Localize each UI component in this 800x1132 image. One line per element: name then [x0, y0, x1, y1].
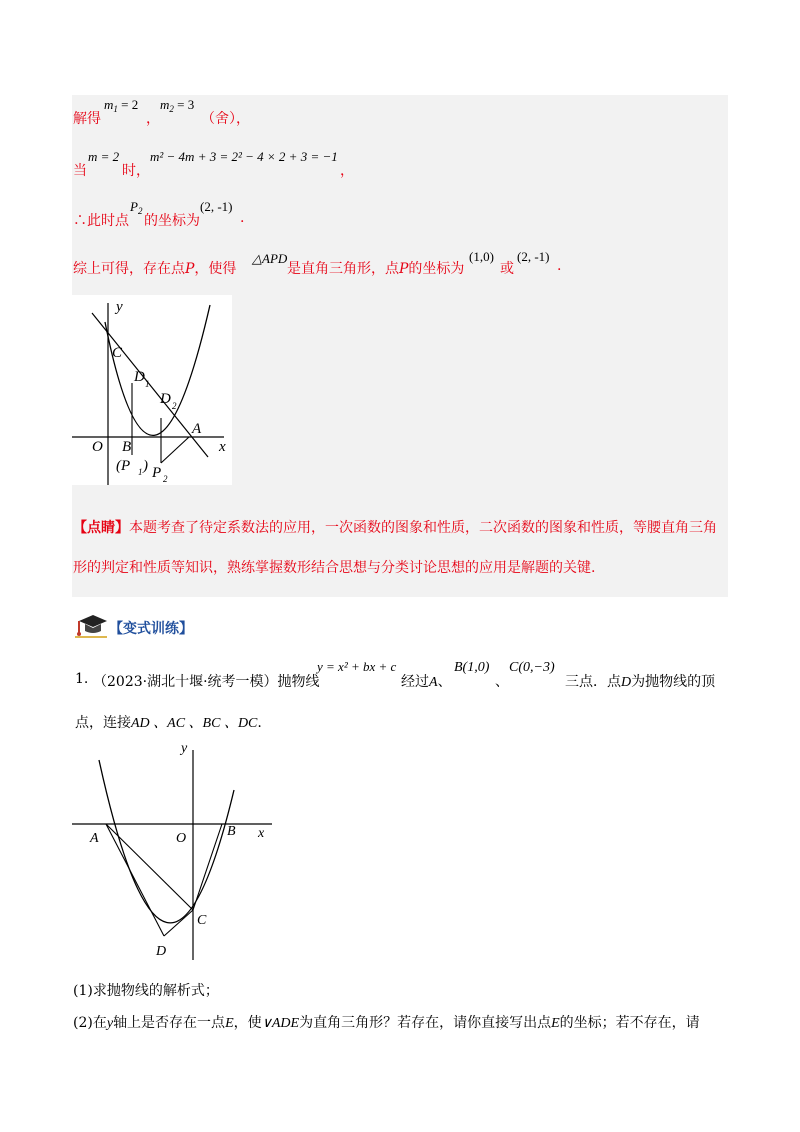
tip-line-2: 形的判定和性质等知识，熟练掌握数形结合思想与分类讨论思想的应用是解题的关键. — [73, 560, 596, 576]
label-d2: D — [160, 391, 171, 407]
comma: ， — [340, 163, 354, 179]
label-y: y — [181, 741, 188, 756]
coord-1: (1,0) — [469, 249, 494, 264]
parabola-curve — [99, 760, 234, 923]
label-o: O — [176, 831, 187, 846]
solution-conclusion: 综上可得，存在点P，使得 — [73, 261, 237, 277]
label-b: B — [122, 439, 132, 455]
label-x: x — [258, 826, 265, 841]
comma: 、 — [495, 674, 509, 690]
label-a: A — [90, 831, 99, 846]
point-c: C(0,−3) — [509, 660, 555, 675]
triangle-apd: △APD — [252, 251, 288, 266]
label-p2: P — [152, 465, 162, 481]
solution-conclusion-2: 是直角三角形，点P的坐标为 — [287, 261, 465, 277]
question-2: (2)在y轴上是否存在一点E，使∨ADE为直角三角形？若存在，请你直接写出点E的坐标；若不存在，请 — [73, 1015, 700, 1031]
or-text: 或 — [500, 261, 514, 277]
label-b: B — [227, 824, 236, 839]
m2-equation: $m_2 = 3$ — [160, 97, 195, 114]
label-y: y — [116, 299, 123, 315]
label-c: C — [197, 913, 207, 928]
label-o: O — [92, 439, 103, 455]
solution-line-3-prefix: ∴此时点 — [73, 213, 129, 229]
solution-line-2-prefix: 当 — [73, 163, 87, 179]
graduation-cap-icon — [73, 613, 109, 639]
problem-source: （2023·湖北十堰·统考一模）抛物线 — [93, 674, 320, 690]
label-p1: (P — [116, 458, 131, 474]
problem-line-2: 点，连接AD 、AC 、BC 、DC. — [75, 715, 262, 731]
label-d2-sub: 2 — [172, 401, 177, 411]
label-x: x — [219, 439, 226, 455]
label-d1-sub: 1 — [145, 379, 150, 389]
label-a: A — [192, 421, 202, 437]
tip-block — [73, 508, 723, 588]
parabola-equation: y = x² + bx + c — [317, 659, 397, 674]
tip-line-1: 本题考查了待定系数法的应用，一次函数的图象和性质，二次函数的图象和性质，等腰直角三角 — [129, 520, 717, 536]
segment-bc — [193, 824, 222, 910]
coord-text: 的坐标为 — [144, 213, 200, 229]
m1-equation: $m_1 = 2$ — [104, 97, 139, 114]
pass-text: 经过A、 — [401, 674, 452, 690]
label-p1-sub: 1 — [138, 467, 143, 477]
discard-note: （舍）， — [201, 111, 250, 127]
figure-parabola-solution — [72, 295, 232, 485]
question-1: (1)求抛物线的解析式； — [73, 983, 219, 999]
problem-number: 1. — [75, 671, 89, 687]
figure-parabola-problem — [72, 740, 272, 970]
point-p2: $P_2$ — [130, 199, 143, 216]
period: . — [240, 210, 245, 226]
segment-ad — [106, 824, 164, 936]
label-p1-close: ) — [143, 458, 148, 474]
label-p2-sub: 2 — [163, 474, 168, 484]
solution-line-1: 解得 — [73, 111, 101, 127]
coord-2: (2, -1) — [517, 249, 550, 264]
section-title: 【变式训练】 — [109, 621, 193, 637]
coord-p2: (2, -1) — [200, 199, 233, 214]
condition-m: m = 2 — [88, 149, 120, 164]
evaluation-expression: m² − 4m + 3 = 2² − 4 × 2 + 3 = −1 — [150, 149, 338, 164]
label-d1: D — [134, 369, 145, 385]
comma: ， — [146, 111, 160, 127]
label-d: D — [156, 944, 167, 959]
when-text: 时， — [122, 163, 150, 179]
problem-tail: 三点．点D为抛物线的顶 — [565, 674, 716, 690]
label-c: C — [112, 345, 123, 361]
tip-label: 【点睛】 — [73, 520, 129, 536]
point-b: B(1,0) — [454, 660, 490, 675]
period: . — [557, 258, 562, 274]
